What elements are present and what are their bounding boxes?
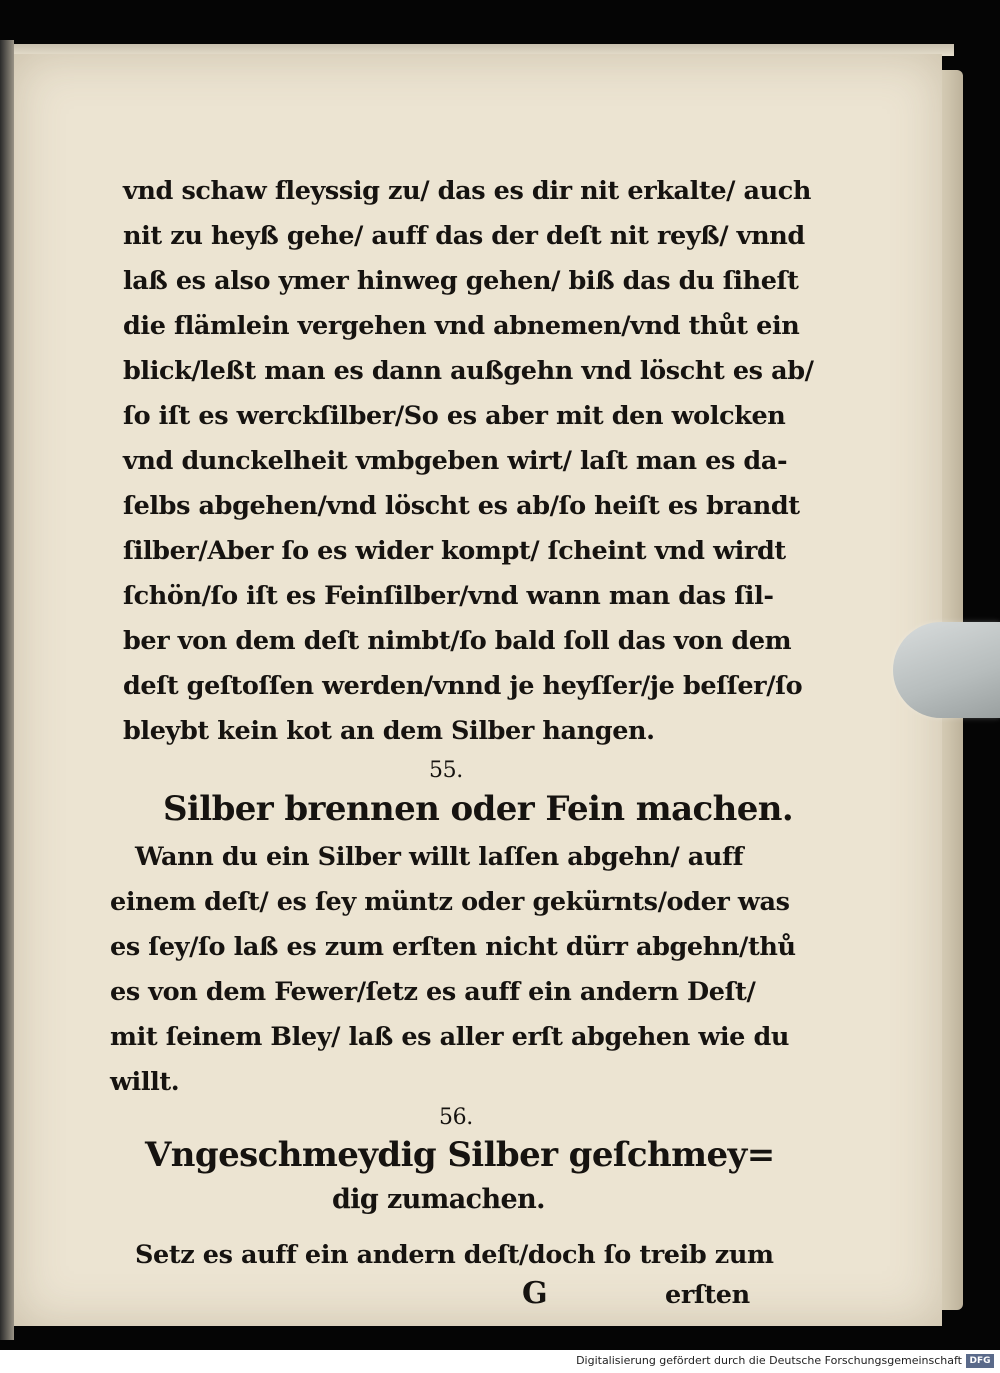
- text-line: ſchön/ſo iſt es Feinſilber/vnd wann man das ſil-: [123, 581, 774, 611]
- text-line: es ſey/ſo laß es zum erſten nicht dürr abgehn/thů: [110, 932, 796, 962]
- book-page: [14, 54, 942, 1326]
- text-line: einem deſt/ es ſey müntz oder gekürnts/oder was: [110, 887, 790, 917]
- footer-credit: Digitalisierung gefördert durch die Deutsche Forschungsgemeinschaft: [576, 1354, 962, 1367]
- text-line: vnd schaw fleyssig zu/ das es dir nit erkalte/ auch: [123, 176, 812, 206]
- text-line: ſo iſt es werckſilber/So es aber mit den wolcken: [123, 401, 786, 431]
- bookmark-tab: [893, 622, 1000, 718]
- text-line: Wann du ein Silber willt laſſen abgehn/ auff: [135, 842, 744, 872]
- text-line: Setz es auff ein andern deſt/doch ſo treib zum: [135, 1240, 774, 1270]
- text-line: vnd dunckelheit vmbgeben wirt/ laſt man es da-: [123, 446, 788, 476]
- text-line: bleybt kein kot an dem Silber hangen.: [123, 716, 655, 746]
- text-line: ſelbs abgehen/vnd löscht es ab/ſo heiſt es brandt: [123, 491, 800, 521]
- dfg-logo: DFG: [966, 1354, 994, 1368]
- section-heading-continuation: dig zumachen.: [332, 1184, 545, 1215]
- text-line: ſilber/Aber ſo es wider kompt/ ſcheint vnd wirdt: [123, 536, 786, 566]
- text-line: die flämlein vergehen vnd abnemen/vnd thůt ein: [123, 311, 800, 341]
- book-cover-left: [0, 40, 14, 1340]
- text-line: blick/leßt man es dann außgehn vnd löscht es ab/: [123, 356, 814, 386]
- signature-mark: G: [522, 1276, 548, 1311]
- text-line: mit ſeinem Bley/ laß es aller erſt abgehen wie du: [110, 1022, 790, 1052]
- section-heading: Vngeschmeydig Silber geſchmey=: [145, 1135, 775, 1175]
- section-number: 56.: [439, 1105, 473, 1130]
- text-line: deſt geſtoſſen werden/vnnd je heyſſer/je beſſer/ſo: [123, 671, 803, 701]
- section-heading: Silber brennen oder Fein machen.: [163, 789, 794, 829]
- text-line: nit zu heyß gehe/ auff das der deſt nit reyß/ vnnd: [123, 221, 805, 251]
- section-number: 55.: [429, 758, 463, 783]
- text-line: es von dem Fewer/ſetz es auff ein andern Deſt/: [110, 977, 756, 1007]
- text-line: ber von dem deſt nimbt/ſo bald ſoll das von dem: [123, 626, 792, 656]
- catchword: erſten: [665, 1280, 750, 1310]
- text-line: willt.: [110, 1067, 180, 1097]
- text-line: laß es also ymer hinweg gehen/ biß das du ſiheſt: [123, 266, 799, 296]
- footer-bar: [0, 1350, 1000, 1373]
